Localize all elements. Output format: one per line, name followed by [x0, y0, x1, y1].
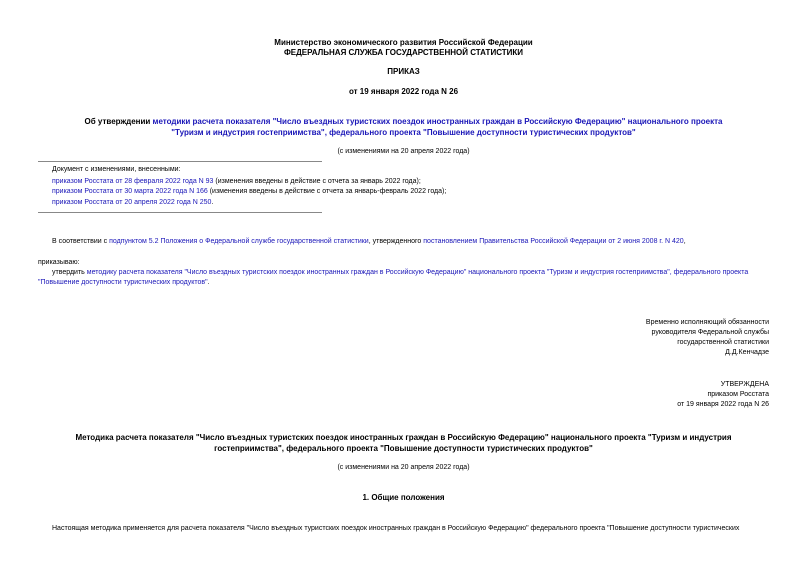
change-link[interactable]: приказом Росстата от 20 апреля 2022 года N 250 — [52, 199, 212, 206]
change-item: приказом Росстата от 20 апреля 2022 года N 250. — [52, 199, 214, 206]
government-decree-link[interactable]: постановлением Правительства Российской Федерации от 2 июня 2008 г. N 420 — [423, 238, 684, 245]
section-title: 1. Общие положения — [362, 493, 445, 502]
change-item: приказом Росстата от 28 февраля 2022 года N 93 (изменения введены в действие с отчета за январь 2022 года); — [52, 178, 421, 185]
change-link[interactable]: приказом Росстата от 30 марта 2022 года N 166 — [52, 188, 208, 195]
change-link[interactable]: приказом Росстата от 28 февраля 2022 года N 93 — [52, 178, 214, 185]
amended-note: (с изменениями на 20 апреля 2022 года) — [337, 148, 470, 155]
signature-block — [646, 318, 769, 358]
approved-methodology-link[interactable]: методику расчета показателя "Число въездных туристских поездок иностранных граждан в Российскую Федерацию" национального проекта "Туризм и индустрия гостеприимства", федерального проекта — [86, 269, 749, 276]
doc-title — [0, 116, 807, 138]
approve-paragraph-line1: утвердить методику расчета показателя "Число въездных туристских поездок иностранных граждан в Российскую Федерацию" национального проекта "Туризм и индустрия гостеприимства", федерального проекта — [52, 269, 749, 276]
methodology-amended-note: (с изменениями на 20 апреля 2022 года) — [337, 464, 470, 471]
methodology-title — [0, 432, 807, 454]
service-name: ФЕДЕРАЛЬНАЯ СЛУЖБА ГОСУДАРСТВЕННОЙ СТАТИСТИКИ — [283, 48, 524, 57]
approve-paragraph-line2: "Повышение доступности туристических продуктов". — [38, 279, 210, 286]
methodology-title-line: Методика расчета показателя "Число въездных туристских поездок иностранных граждан в Российскую Федерацию" национального проекта "Туризм и индустрия — [75, 433, 732, 442]
signature-line: руководителя Федеральной службы — [651, 329, 769, 336]
order-word: приказываю: — [38, 259, 80, 266]
approved-methodology-link-cont[interactable]: "Повышение доступности туристических продуктов" — [38, 279, 208, 286]
doc-date-number: от 19 января 2022 года N 26 — [348, 87, 459, 96]
preamble-paragraph: В соответствии с подпунктом 5.2 Положения о Федеральной службе государственной статистики, утвержденного постановлением Правительства Российской Федерации от 2 июня 2008 г. N 420, — [52, 238, 686, 245]
doc-title-line2 — [0, 127, 807, 138]
signer-name: Д.Д.Кенчадзе — [725, 349, 769, 356]
approval-line: от 19 января 2022 года N 26 — [677, 401, 769, 408]
methodology-title-line: гостеприимства", федерального проекта "Повышение доступности туристических продуктов" — [214, 444, 593, 453]
methodology-link-cont[interactable]: "Туризм и индустрия гостеприимства", федерального проекта "Повышение доступности туристических продуктов" — [171, 128, 636, 137]
approval-line: приказом Росстата — [707, 391, 769, 398]
regulation-link[interactable]: подпунктом 5.2 Положения о Федеральной службе государственной статистики — [109, 238, 369, 245]
ministry-name: Министерство экономического развития Российской Федерации — [274, 38, 533, 47]
methodology-link[interactable]: методики расчета показателя "Число въездных туристских поездок иностранных граждан в Российскую Федерацию" национального проекта — [152, 117, 723, 126]
section-paragraph: Настоящая методика применяется для расчета показателя "Число въездных туристских поездок иностранных граждан в Российскую Федерацию" федерального проекта "Повышение доступности туристических — [52, 525, 740, 532]
approval-line: УТВЕРЖДЕНА — [720, 381, 769, 388]
doc-type: ПРИКАЗ — [387, 67, 420, 76]
doc-title-prefix: Об утверждении — [84, 117, 153, 126]
changes-bottom-rule — [38, 212, 322, 213]
changes-intro: Документ с изменениями, внесенными: — [52, 166, 181, 173]
approval-block — [677, 380, 769, 410]
doc-title-line1 — [0, 116, 807, 127]
signature-line: Временно исполняющий обязанности — [645, 319, 769, 326]
signature-line: государственной статистики — [677, 339, 769, 346]
changes-top-rule — [38, 161, 322, 162]
change-item: приказом Росстата от 30 марта 2022 года N 166 (изменения введены в действие с отчета за январь-февраль 2022 года); — [52, 188, 447, 195]
